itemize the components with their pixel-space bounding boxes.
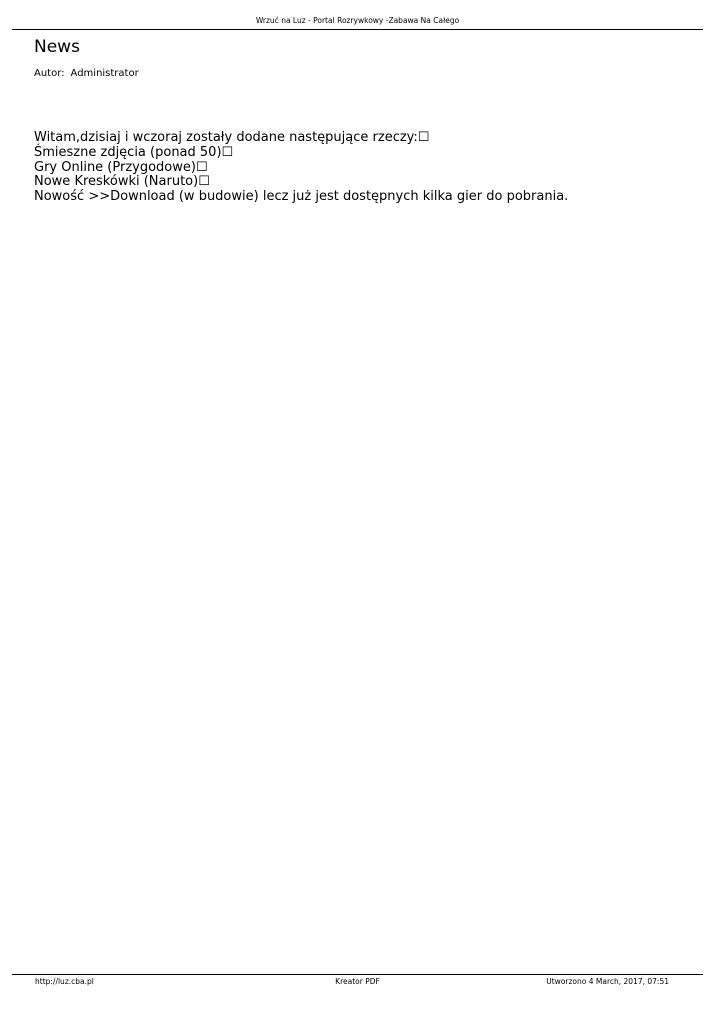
article-line: Witam,dzisiaj i wczoraj zostały dodane następujące rzeczy:☐ (34, 130, 430, 145)
article-line: Nowe Kreskówki (Naruto)☐ (34, 174, 210, 190)
article-line: Śmieszne zdjęcia (ponad 50)☐ (34, 144, 234, 160)
author-label: Autor: (34, 68, 65, 79)
site-title: Wrzuć na Luz - Portal Rozrywkowy -Zabawa Na Całego (255, 16, 460, 25)
footer-url: http://luz.cba.pl (35, 977, 94, 986)
article-line: Nowość >>Download (w budowie) lecz już jest dostępnych kilka gier do pobrania. (34, 189, 569, 205)
author-line (34, 67, 139, 80)
page-header (12, 15, 703, 30)
footer-created-date: Utworzono 4 March, 2017, 07:51 (546, 977, 669, 986)
footer-generator: Kreator PDF (335, 977, 380, 986)
article-body (34, 131, 694, 205)
article-title: News (34, 37, 80, 57)
page-footer (12, 974, 703, 989)
author-name: Administrator (70, 68, 139, 79)
article-line: Gry Online (Przygodowe)☐ (34, 159, 208, 175)
